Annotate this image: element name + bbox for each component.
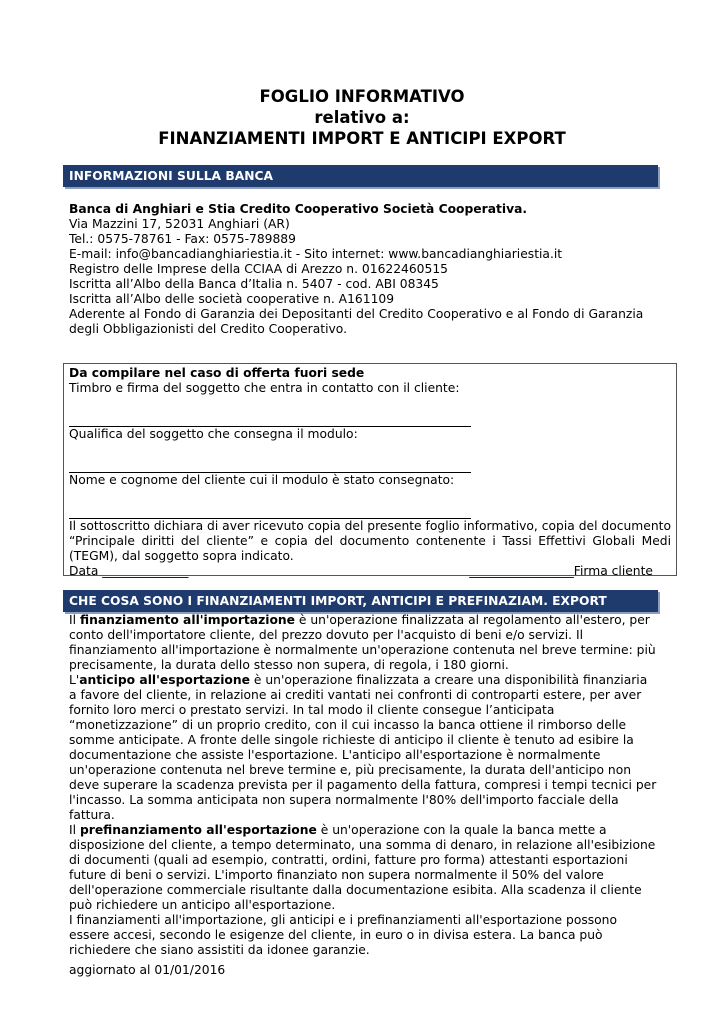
date-field[interactable]: Data ______________ <box>69 564 189 578</box>
paragraph-currency-guarantees: I finanziamenti all'importazione, gli anticipi e i prefinanziamenti all'esportazione possono essere accesi, secondo le esigenze del cliente, in euro o in divisa estera. La banca può richiedere che siano assistiti da idonee garanzie. <box>69 913 617 957</box>
section2-body <box>69 613 657 958</box>
document-title <box>0 86 724 149</box>
section-header-what-are: CHE COSA SONO I FINANZIAMENTI IMPORT, ANTICIPI E PREFINAZIAM. EXPORT <box>63 590 658 612</box>
title-line-3: FINANZIAMENTI IMPORT E ANTICIPI EXPORT <box>158 129 566 148</box>
offsite-offer-box <box>63 363 677 576</box>
stamp-label: Timbro e firma del soggetto che entra in contatto con il cliente: <box>69 381 460 395</box>
declaration-text: Il sottoscritto dichiara di aver ricevuto copia del presente foglio informativo, copia del documento “Principale diritti del cliente” e copia del documento contenente i Tassi Effettivi Globali Medi (TEGM), dal soggetto sopra indicato. <box>69 519 671 563</box>
offsite-heading: Da compilare nel caso di offerta fuori sede <box>69 366 365 380</box>
client-signature-field[interactable]: _________________Firma cliente <box>469 564 653 578</box>
bank-coop-albo: Iscritta all’Albo delle società cooperative n. A161109 <box>69 292 395 306</box>
bank-guarantee-fund: Aderente al Fondo di Garanzia dei Depositanti del Credito Cooperativo e al Fondo di Garanzia degli Obbligazionisti del Credito Cooperativo. <box>69 307 644 336</box>
term-import-financing: finanziamento all'importazione <box>79 613 295 627</box>
client-name-line[interactable] <box>69 503 471 519</box>
bank-name: Banca di Anghiari e Stia Credito Cooperativo Società Cooperativa. <box>69 202 528 216</box>
bank-address: Via Mazzini 17, 52031 Anghiari (AR) <box>69 217 290 231</box>
updated-date: aggiornato al 01/01/2016 <box>69 963 226 977</box>
term-export-advance: anticipo all'esportazione <box>79 673 250 687</box>
bank-phone: Tel.: 0575-78761 - Fax: 0575-789889 <box>69 232 296 246</box>
term-export-prefinancing: prefinanziamento all'esportazione <box>79 823 317 837</box>
bank-contacts: E-mail: info@bancadianghiariestia.it - Sito internet: www.bancadianghiariestia.it <box>69 247 563 261</box>
qualifica-line[interactable] <box>69 457 471 473</box>
client-name-label: Nome e cognome del cliente cui il modulo è stato consegnato: <box>69 473 455 487</box>
section-header-bank-info: INFORMAZIONI SULLA BANCA <box>63 165 658 187</box>
qualifica-label: Qualifica del soggetto che consegna il modulo: <box>69 427 358 441</box>
stamp-signature-line[interactable] <box>69 411 471 427</box>
bank-register: Registro delle Imprese della CCIAA di Arezzo n. 01622460515 <box>69 262 448 276</box>
bank-albo: Iscritta all’Albo della Banca d’Italia n. 5407 - cod. ABI 08345 <box>69 277 439 291</box>
paragraph-export-advance: L'anticipo all'esportazione è un'operazione finalizzata a creare una disponibilità finanziaria a favore del cliente, in relazione ai crediti vantati nei confronti di controparti estere, per aver fornito loro merci o prestato servizi. In tal modo il cliente consegue l’anticipata “monetizzazione” di un proprio credito, con il cui incasso la banca ottiene il rimborso delle somme anticipate. A fronte delle singole richieste di anticipo il cliente è tenuto ad esibire la documentazione che assiste l'esportazione. L'anticipo all'esportazione è normalmente un'operazione contenuta nel breve termine e, più precisamente, la durata dell'anticipo non deve superare la scadenza prevista per il pagamento della fattura, compresi i tempi tecnici per l'incasso. La somma anticipata non supera normalmente l'80% dell'importo facciale della fattura. <box>69 673 657 822</box>
paragraph-export-prefinancing: Il prefinanziamento all'esportazione è un'operazione con la quale la banca mette a disposizione del cliente, a tempo determinato, una somma di denaro, in relazione all'esibizione di documenti (quali ad esempio, contratti, ordini, fatture pro forma) attestanti esportazioni future di beni o servizi. L'importo finanziato non supera normalmente il 50% del valore dell'operazione commerciale risultante dalla documentazione esibita. Alla scadenza il cliente può richiedere un anticipo all'esportazione. <box>69 823 656 912</box>
paragraph-import-financing: Il finanziamento all'importazione è un'operazione finalizzata al regolamento all'estero, per conto dell'importatore cliente, del prezzo dovuto per l'acquisto di beni e/o servizi. Il finanziamento all'importazione è normalmente un'operazione contenuta nel breve termine: più precisamente, la durata dello stesso non supera, di regola, i 180 giorni. <box>69 613 656 672</box>
bank-info-block <box>69 202 657 337</box>
title-line-2: relativo a: <box>314 108 410 127</box>
title-line-1: FOGLIO INFORMATIVO <box>259 87 465 106</box>
